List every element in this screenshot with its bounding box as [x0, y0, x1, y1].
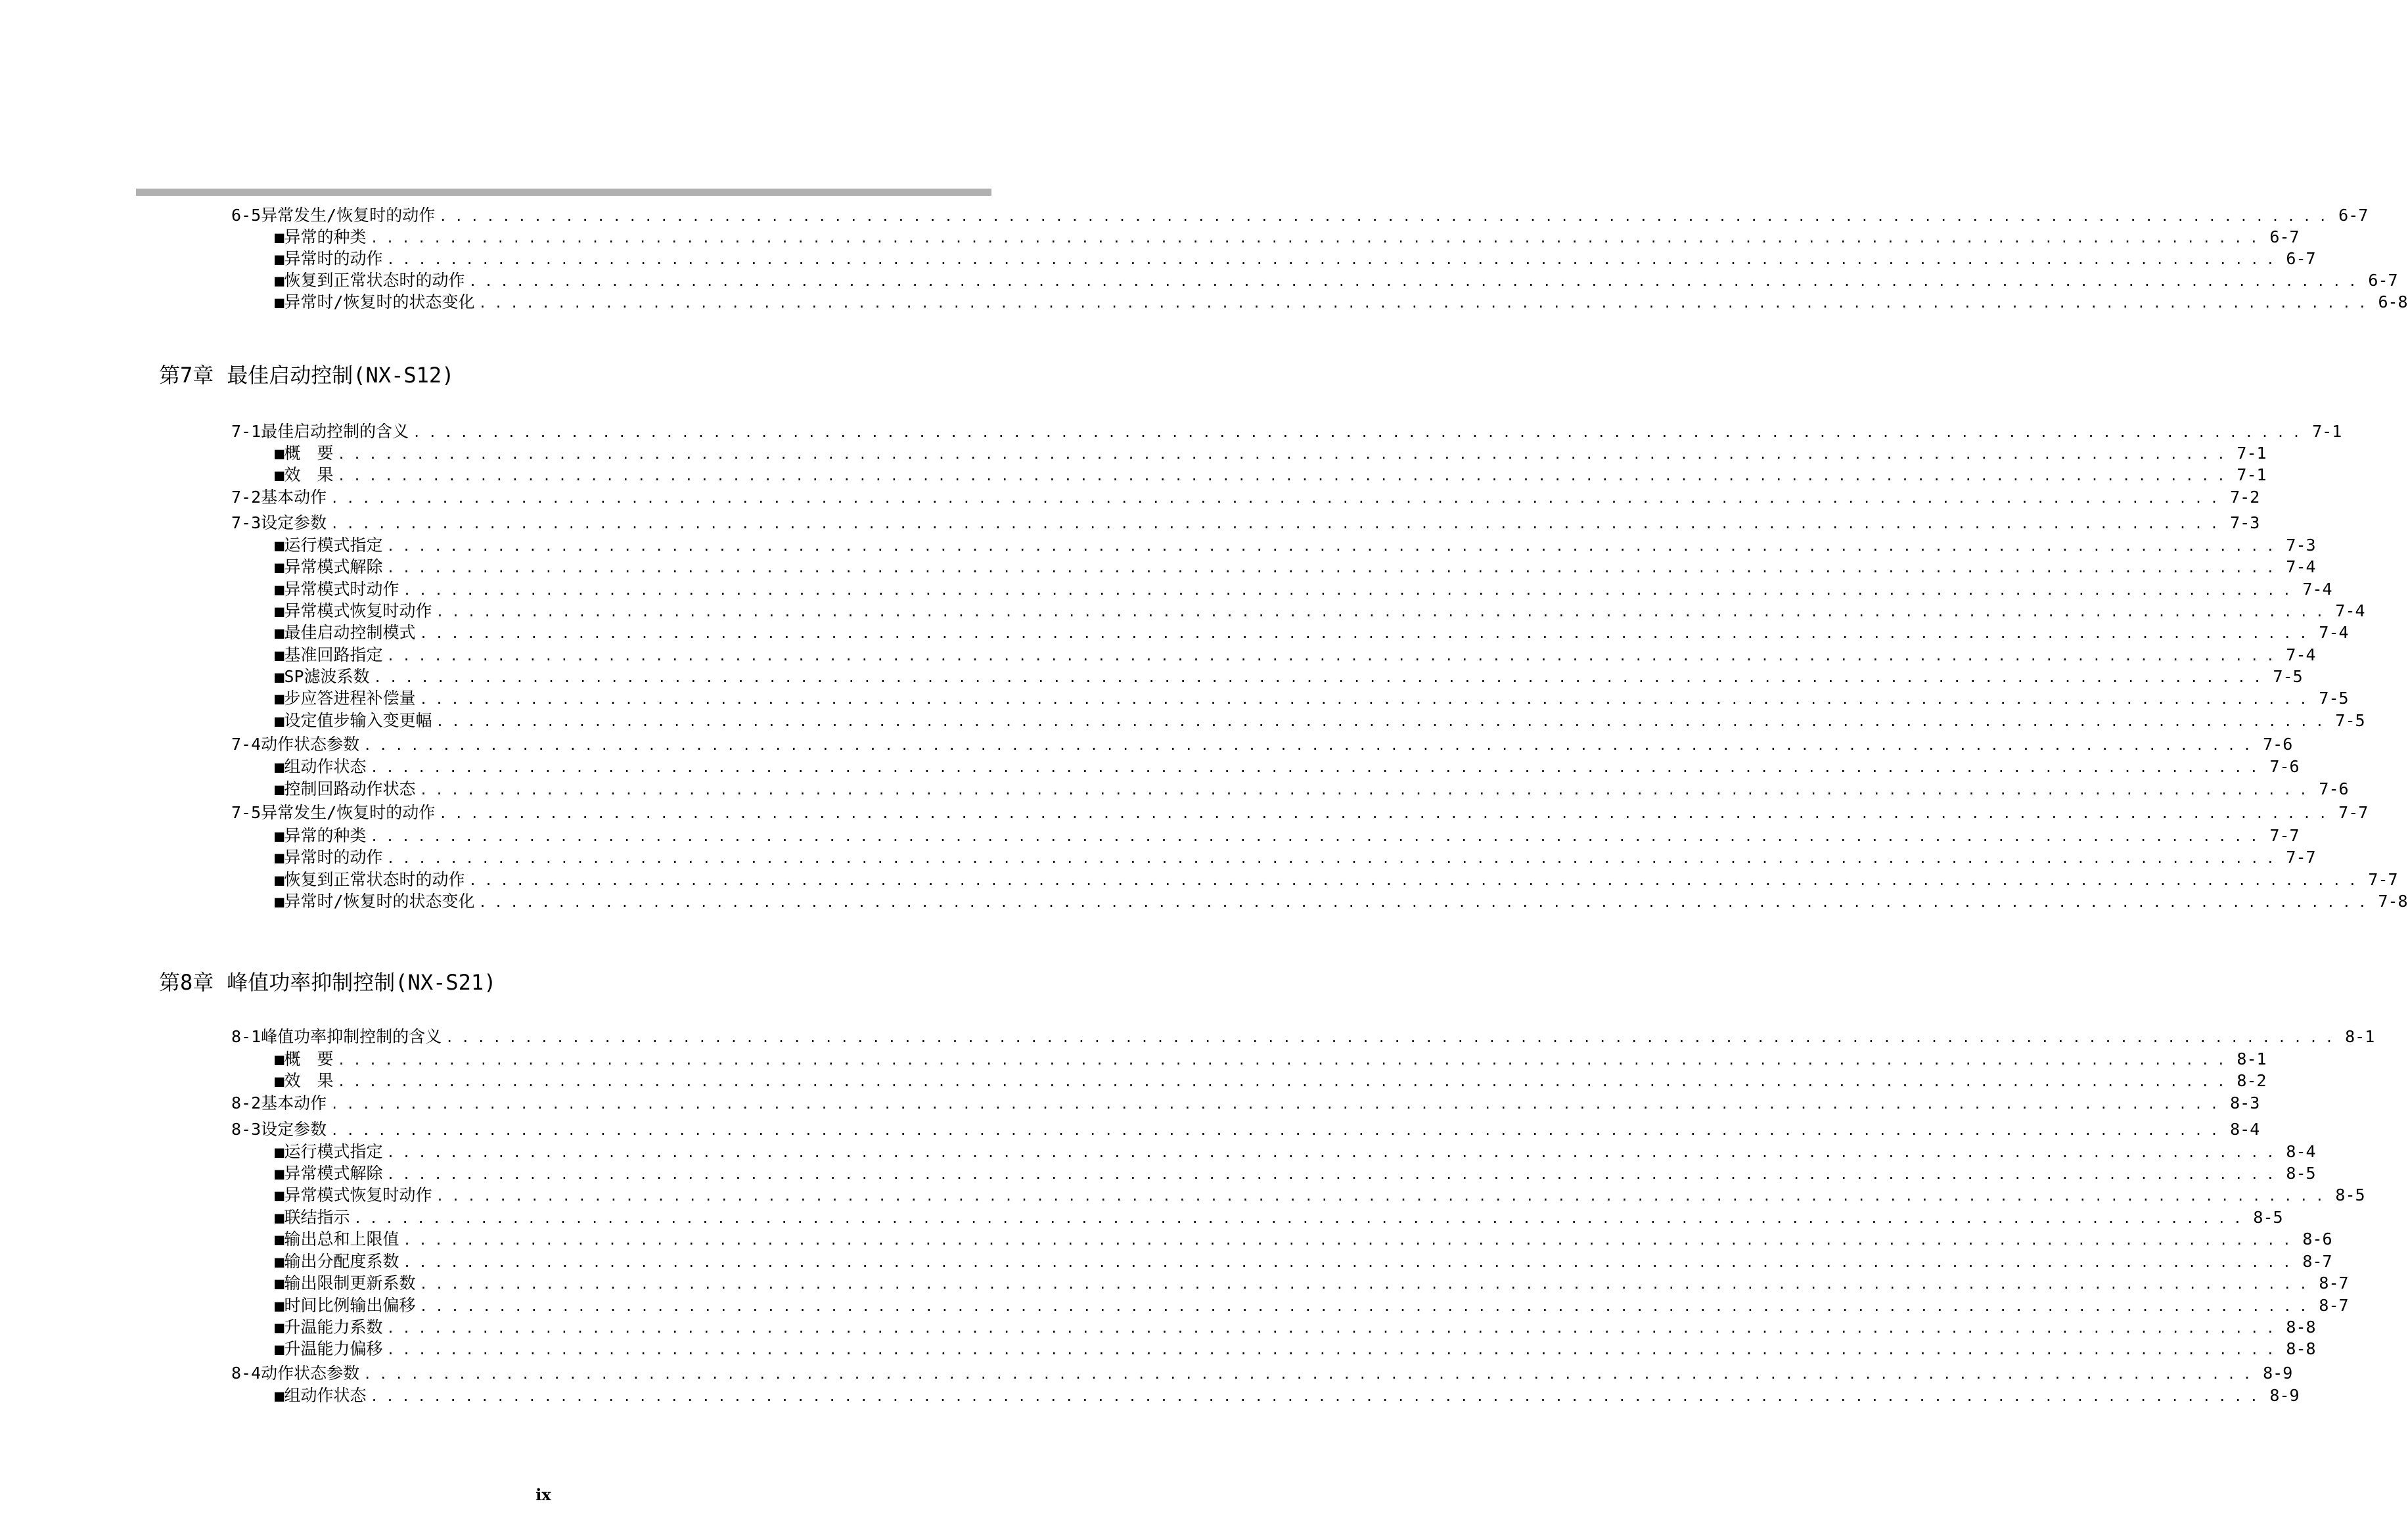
toc-subentry[interactable]	[275, 846, 2316, 869]
header-rule	[136, 189, 991, 196]
toc-subentry[interactable]	[275, 1228, 2332, 1250]
square-bullet-icon: ■	[275, 444, 284, 463]
page-ref: 8-7	[2319, 1273, 2349, 1293]
toc-subentry[interactable]	[275, 622, 2349, 644]
subentry-title: 时间比例输出偏移	[284, 1296, 416, 1315]
square-bullet-icon: ■	[275, 780, 284, 798]
page-ref: 7-8	[2378, 892, 2408, 911]
page-ref: 7-6	[2263, 735, 2293, 754]
dot-leader: ........................................................................................................................	[439, 806, 2335, 821]
dot-leader: ........................................................................................................................	[337, 446, 2233, 462]
toc-entry-8-1[interactable]	[231, 1026, 2375, 1048]
section-title: 基本动作	[261, 488, 327, 507]
square-bullet-icon: ■	[275, 466, 284, 484]
subentry-title: 效 果	[284, 1071, 334, 1090]
page-ref: 6-7	[2368, 271, 2398, 290]
page-ref: 6-8	[2378, 292, 2408, 311]
toc-entry-7-2[interactable]	[231, 486, 2260, 509]
square-bullet-icon: ■	[275, 271, 284, 290]
page-ref: 7-2	[2230, 488, 2260, 507]
section-title: 动作状态参数	[261, 1364, 360, 1383]
square-bullet-icon: ■	[275, 250, 284, 268]
subentry-title: 输出限制更新系数	[284, 1273, 416, 1293]
page-ref: 8-5	[2253, 1208, 2283, 1227]
dot-leader: ........................................................................................................................	[419, 1276, 2315, 1292]
page-ref: 8-9	[2269, 1386, 2300, 1405]
dot-leader: ........................................................................................................................	[386, 850, 2283, 866]
dot-leader: ........................................................................................................................	[386, 538, 2283, 554]
dot-leader: ........................................................................................................................	[478, 894, 2374, 910]
dot-leader: ........................................................................................................................	[436, 714, 2332, 729]
page-ref: 7-1	[2237, 465, 2267, 484]
subentry-title: 异常模式解除	[284, 557, 383, 576]
page-ref: 8-1	[2237, 1049, 2267, 1068]
square-bullet-icon: ■	[275, 1143, 284, 1161]
section-title: 异常发生/恢复时的动作	[261, 206, 436, 225]
page-ref: 8-7	[2319, 1296, 2349, 1315]
dot-leader: ........................................................................................................................	[363, 737, 2260, 753]
square-bullet-icon: ■	[275, 1252, 284, 1271]
page-ref: 6-7	[2286, 249, 2316, 268]
toc-entry-8-4[interactable]	[231, 1362, 2293, 1385]
dot-leader: ........................................................................................................................	[363, 1366, 2260, 1382]
toc-subentry[interactable]	[275, 534, 2316, 557]
subentry-title: 异常模式时动作	[284, 580, 399, 599]
section-number: 7-3	[231, 513, 261, 532]
toc-entry-7-1[interactable]	[231, 421, 2342, 443]
square-bullet-icon: ■	[275, 1387, 284, 1405]
dot-leader: ........................................................................................................................	[373, 670, 2269, 685]
dot-leader: ........................................................................................................................	[330, 490, 2227, 506]
dot-leader: ........................................................................................................................	[445, 1030, 2342, 1045]
dot-leader: ........................................................................................................................	[419, 626, 2315, 641]
page-ref: 7-4	[2286, 557, 2316, 576]
page-ref: 7-1	[2237, 444, 2267, 463]
dot-leader: ........................................................................................................................	[419, 691, 2315, 707]
toc-entry-8-2[interactable]	[231, 1092, 2260, 1114]
section-number: 8-1	[231, 1027, 261, 1046]
dot-leader: ........................................................................................................................	[370, 1388, 2266, 1404]
page-ref: 7-5	[2335, 711, 2365, 730]
dot-leader: ........................................................................................................................	[386, 1145, 2283, 1160]
subentry-title: 运行模式指定	[284, 1142, 383, 1161]
subentry-title: 组动作状态	[284, 1386, 367, 1405]
toc-subentry[interactable]	[275, 1338, 2316, 1360]
square-bullet-icon: ■	[275, 228, 284, 246]
square-bullet-icon: ■	[275, 624, 284, 642]
square-bullet-icon: ■	[275, 1296, 284, 1315]
square-bullet-icon: ■	[275, 848, 284, 867]
dot-leader: ........................................................................................................................	[413, 424, 2309, 440]
subentry-title: 运行模式指定	[284, 536, 383, 555]
section-number: 7-1	[231, 422, 261, 441]
page-ref: 8-8	[2286, 1339, 2316, 1358]
toc-subentry[interactable]	[275, 1316, 2316, 1339]
chapter-label: 第8章	[159, 970, 214, 995]
subentry-title: 输出分配度系数	[284, 1252, 399, 1271]
section-title: 动作状态参数	[261, 735, 360, 754]
page-ref: 8-1	[2345, 1027, 2375, 1046]
square-bullet-icon: ■	[275, 1072, 284, 1090]
page-ref: 7-4	[2335, 601, 2365, 620]
section-title: 峰值功率抑制控制的含义	[261, 1027, 442, 1046]
toc-subentry[interactable]	[275, 644, 2316, 666]
page-ref: 7-4	[2319, 623, 2349, 642]
page-number: ix	[535, 1485, 551, 1504]
dot-leader: ........................................................................................................................	[403, 582, 2299, 598]
subentry-title: 恢复到正常状态时的动作	[284, 271, 465, 290]
square-bullet-icon: ■	[275, 668, 284, 686]
page-ref: 7-3	[2286, 536, 2316, 555]
page-ref: 8-6	[2302, 1229, 2332, 1249]
square-bullet-icon: ■	[275, 558, 284, 576]
subentry-title: 步应答进程补偿量	[284, 689, 416, 708]
toc-subentry[interactable]	[275, 1070, 2267, 1092]
toc-subentry[interactable]	[275, 778, 2349, 800]
dot-leader: ........................................................................................................................	[439, 208, 2335, 224]
toc-subentry[interactable]	[275, 226, 2300, 248]
toc-subentry[interactable]	[275, 890, 2408, 913]
toc-subentry[interactable]	[275, 710, 2365, 732]
square-bullet-icon: ■	[275, 602, 284, 620]
toc-subentry[interactable]	[275, 1295, 2349, 1317]
dot-leader: ........................................................................................................................	[337, 1052, 2233, 1068]
square-bullet-icon: ■	[275, 1164, 284, 1183]
page-ref: 8-7	[2302, 1252, 2332, 1271]
toc-subentry[interactable]	[275, 1272, 2349, 1295]
page-ref: 8-5	[2286, 1164, 2316, 1183]
page-ref: 6-7	[2338, 206, 2369, 225]
subentry-title: 升温能力偏移	[284, 1339, 383, 1358]
toc-entry-6-5[interactable]	[231, 204, 2369, 227]
toc-subentry[interactable]	[275, 291, 2408, 313]
chapter-heading-8[interactable]	[159, 969, 496, 996]
page-ref: 7-7	[2286, 848, 2316, 867]
section-number: 8-2	[231, 1093, 261, 1113]
square-bullet-icon: ■	[275, 1230, 284, 1249]
square-bullet-icon: ■	[275, 892, 284, 911]
toc-subentry[interactable]	[275, 578, 2332, 601]
subentry-title: 异常模式恢复时动作	[284, 1185, 432, 1204]
toc-subentry[interactable]	[275, 1206, 2283, 1229]
page-ref: 8-4	[2286, 1142, 2316, 1161]
subentry-title: 升温能力系数	[284, 1318, 383, 1337]
square-bullet-icon: ■	[275, 1050, 284, 1068]
square-bullet-icon: ■	[275, 293, 284, 311]
dot-leader: ........................................................................................................................	[337, 1074, 2233, 1090]
toc-subentry[interactable]	[275, 1385, 2300, 1407]
square-bullet-icon: ■	[275, 689, 284, 708]
dot-leader: ........................................................................................................................	[419, 782, 2315, 798]
section-number: 8-4	[231, 1364, 261, 1383]
dot-leader: ........................................................................................................................	[403, 1232, 2299, 1248]
toc-entry-7-3[interactable]	[231, 512, 2260, 534]
square-bullet-icon: ■	[275, 712, 284, 730]
toc-subentry[interactable]	[275, 269, 2398, 292]
square-bullet-icon: ■	[275, 646, 284, 664]
chapter-title: 峰值功率抑制控制(NX-S21)	[227, 970, 497, 995]
page-ref: 7-4	[2286, 645, 2316, 664]
square-bullet-icon: ■	[275, 1318, 284, 1337]
dot-leader: ........................................................................................................................	[419, 1298, 2315, 1314]
page-ref: 7-7	[2338, 803, 2369, 822]
page-ref: 7-5	[2319, 689, 2349, 708]
page-ref: 7-7	[2368, 870, 2398, 889]
subentry-title: 设定值步输入变更幅	[284, 711, 432, 730]
dot-leader: ........................................................................................................................	[436, 604, 2332, 620]
toc-entry-7-5[interactable]	[231, 802, 2369, 824]
toc-subentry[interactable]	[275, 687, 2349, 710]
square-bullet-icon: ■	[275, 871, 284, 889]
dot-leader: ........................................................................................................................	[370, 829, 2266, 844]
square-bullet-icon: ■	[275, 1340, 284, 1358]
page-ref: 7-6	[2269, 757, 2300, 776]
toc-subentry[interactable]	[275, 869, 2398, 891]
subentry-title: 最佳启动控制模式	[284, 623, 416, 642]
page-ref: 7-7	[2269, 826, 2300, 845]
section-title: 设定参数	[261, 1120, 327, 1139]
page-ref: 8-9	[2263, 1364, 2293, 1383]
dot-leader: ........................................................................................................................	[330, 516, 2227, 532]
subentry-title: 异常的种类	[284, 227, 367, 246]
subentry-title: 效 果	[284, 465, 334, 484]
subentry-title: 联结指示	[284, 1208, 350, 1227]
dot-leader: ........................................................................................................................	[330, 1096, 2227, 1112]
page-ref: 8-2	[2237, 1071, 2267, 1090]
subentry-title: 异常的种类	[284, 826, 367, 845]
page-ref: 8-4	[2230, 1120, 2260, 1139]
square-bullet-icon: ■	[275, 1186, 284, 1204]
dot-leader: ........................................................................................................................	[386, 648, 2283, 664]
subentry-title: 异常时的动作	[284, 249, 383, 268]
dot-leader: ........................................................................................................................	[386, 1166, 2283, 1182]
page-ref: 6-7	[2269, 227, 2300, 246]
section-number: 7-5	[231, 803, 261, 822]
dot-leader: ........................................................................................................................	[468, 273, 2365, 289]
section-number: 7-4	[231, 735, 261, 754]
page-ref: 8-3	[2230, 1093, 2260, 1113]
subentry-title: 恢复到正常状态时的动作	[284, 870, 465, 889]
square-bullet-icon: ■	[275, 580, 284, 599]
chapter-title: 最佳启动控制(NX-S12)	[227, 363, 455, 388]
dot-leader: ........................................................................................................................	[337, 468, 2233, 484]
subentry-title: 异常时的动作	[284, 848, 383, 867]
toc-subentry[interactable]	[275, 756, 2300, 778]
subentry-title: 输出总和上限值	[284, 1229, 399, 1249]
section-title: 基本动作	[261, 1093, 327, 1113]
section-number: 6-5	[231, 206, 261, 225]
subentry-title: SP滤波系数	[284, 667, 370, 686]
toc-subentry[interactable]	[275, 1048, 2267, 1070]
section-title: 异常发生/恢复时的动作	[261, 803, 436, 822]
toc-subentry[interactable]	[275, 556, 2316, 578]
subentry-title: 异常时/恢复时的状态变化	[284, 892, 475, 911]
toc-subentry[interactable]	[275, 600, 2365, 622]
subentry-title: 异常时/恢复时的状态变化	[284, 292, 475, 311]
chapter-label: 第7章	[159, 363, 214, 388]
square-bullet-icon: ■	[275, 758, 284, 776]
dot-leader: ........................................................................................................................	[403, 1254, 2299, 1270]
toc-subentry[interactable]	[275, 442, 2267, 465]
dot-leader: ........................................................................................................................	[386, 1320, 2283, 1336]
toc-subentry[interactable]	[275, 666, 2303, 688]
square-bullet-icon: ■	[275, 1208, 284, 1227]
toc-subentry[interactable]	[275, 464, 2267, 486]
toc-subentry[interactable]	[275, 1250, 2332, 1273]
toc-entry-7-4[interactable]	[231, 733, 2293, 756]
dot-leader: ........................................................................................................................	[353, 1210, 2250, 1226]
toc-subentry[interactable]	[275, 1141, 2316, 1163]
page-ref: 7-1	[2312, 422, 2342, 441]
page-ref: 7-6	[2319, 779, 2349, 798]
page-ref: 7-5	[2273, 667, 2303, 686]
page-ref: 7-3	[2230, 513, 2260, 532]
dot-leader: ........................................................................................................................	[468, 873, 2365, 888]
dot-leader: ........................................................................................................................	[386, 252, 2283, 267]
dot-leader: ........................................................................................................................	[478, 295, 2374, 311]
dot-leader: ........................................................................................................................	[436, 1188, 2332, 1204]
section-number: 7-2	[231, 488, 261, 507]
toc-subentry[interactable]	[275, 825, 2300, 847]
subentry-title: 控制回路动作状态	[284, 779, 416, 798]
toc-subentry[interactable]	[275, 248, 2316, 270]
dot-leader: ........................................................................................................................	[330, 1122, 2227, 1138]
subentry-title: 组动作状态	[284, 757, 367, 776]
subentry-title: 异常模式解除	[284, 1164, 383, 1183]
page-ref: 8-8	[2286, 1318, 2316, 1337]
chapter-heading-7[interactable]	[159, 362, 454, 388]
subentry-title: 概 要	[284, 1049, 334, 1068]
dot-leader: ........................................................................................................................	[370, 230, 2266, 246]
section-title: 设定参数	[261, 513, 327, 532]
dot-leader: ........................................................................................................................	[370, 760, 2266, 775]
page-ref: 8-5	[2335, 1185, 2365, 1204]
square-bullet-icon: ■	[275, 1274, 284, 1293]
subentry-title: 概 要	[284, 444, 334, 463]
section-title: 最佳启动控制的含义	[261, 422, 409, 441]
dot-leader: ........................................................................................................................	[386, 560, 2283, 576]
section-number: 8-3	[231, 1120, 261, 1139]
page-ref: 7-4	[2302, 580, 2332, 599]
subentry-title: 基准回路指定	[284, 645, 383, 664]
square-bullet-icon: ■	[275, 536, 284, 555]
toc-entry-8-3[interactable]	[231, 1118, 2260, 1141]
dot-leader: ........................................................................................................................	[386, 1342, 2283, 1358]
square-bullet-icon: ■	[275, 827, 284, 845]
toc-subentry[interactable]	[275, 1184, 2365, 1206]
toc-subentry[interactable]	[275, 1162, 2316, 1185]
subentry-title: 异常模式恢复时动作	[284, 601, 432, 620]
